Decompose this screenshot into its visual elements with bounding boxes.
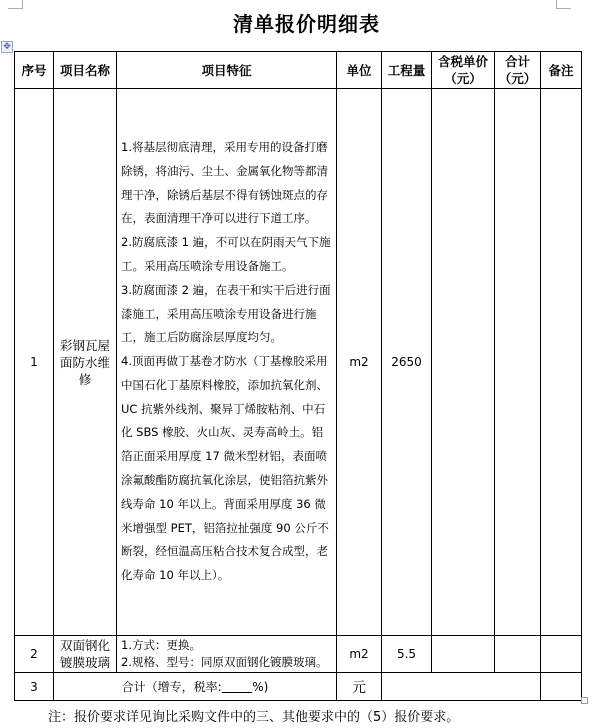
row-features [117, 89, 337, 636]
row-name: 彩钢瓦屋面防水维修 [54, 89, 117, 636]
header-features: 项目特征 [117, 52, 337, 89]
row-no: 1 [15, 89, 54, 636]
sum-no: 3 [15, 673, 54, 701]
feature-line: 2.规格、型号：同原双面钢化镀膜玻璃。 [121, 655, 328, 669]
sum-amount[interactable] [382, 673, 541, 701]
row-unit: m2 [337, 89, 382, 636]
feature-line: 1.将基层彻底清理，采用专用的设备打磨除锈，将油污、尘土、金属氧化物等都清理干净，除锈后基层不得有锈蚀斑点的存在，表面清理干净可以进行下道工序。 [121, 139, 328, 226]
table-row [15, 636, 582, 673]
row-remark[interactable] [541, 636, 582, 673]
row-qty: 5.5 [382, 636, 432, 673]
row-price[interactable] [432, 89, 495, 636]
header-name: 项目名称 [54, 52, 117, 89]
sum-remark[interactable] [541, 673, 582, 701]
feature-line: 2.防腐底漆 1 遍，不可以在阴雨天气下施工。采用高压喷涂专用设备施工。 [121, 235, 331, 273]
header-qty: 工程量 [382, 52, 432, 89]
header-row [15, 52, 582, 89]
table-move-handle-icon[interactable]: ✥ [1, 41, 13, 53]
quote-table [14, 51, 582, 701]
feature-line: 3.防腐面漆 2 遍，在表干和实干后进行面漆施工，采用高压喷涂专用设备进行施工，施工后防腐涂层厚度均匀。 [121, 282, 331, 345]
row-features [117, 636, 337, 673]
header-total: 合计（元） [495, 52, 541, 89]
feature-line: 4.顶面再做丁基卷才防水（丁基橡胶采用中国石化丁基原料橡胶，添加抗氧化剂、UC 抗紫外线剂、聚异丁烯胺粘剂、中石化 SBS 橡胶、火山灰、灵寿高岭土。铝箔正面采用厚度 17 微米型材铝，表面喷涂氟酸酯防腐抗氧化涂层，使铝箔抗紫外线寿命 10 年以上。背面采用厚度 36 微米增强型 PET，铝箔拉扯强度 90 公斤不断裂，经恒温高压粘合技术复合成型，老化寿命 10 年以上）。 [121, 354, 329, 583]
table-end-mark [581, 697, 588, 704]
row-price[interactable] [432, 636, 495, 673]
header-unit: 单位 [337, 52, 382, 89]
row-name: 双面钢化镀膜玻璃 [54, 636, 117, 673]
row-no: 2 [15, 636, 54, 673]
row-remark[interactable] [541, 89, 582, 636]
header-remark: 备注 [541, 52, 582, 89]
row-total[interactable] [495, 89, 541, 636]
page-title: 清单报价明细表 [233, 12, 380, 36]
header-no: 序号 [15, 52, 54, 89]
sum-unit: 元 [337, 673, 382, 701]
row-total[interactable] [495, 636, 541, 673]
row-qty: 2650 [382, 89, 432, 636]
footnote: 注：报价要求详见询比采购文件中的三、其他要求中的（5）报价要求。 [48, 710, 460, 725]
sum-label [54, 673, 337, 701]
sum-label-suffix: %) [252, 680, 269, 694]
sum-row [15, 673, 582, 701]
header-price: 含税单价（元） [432, 52, 495, 89]
feature-line: 1.方式：更换。 [121, 638, 201, 652]
table-row [15, 89, 582, 636]
tax-rate-blank[interactable] [222, 680, 253, 694]
sum-label-text: 合计（增专，税率: [121, 680, 222, 694]
row-unit: m2 [337, 636, 382, 673]
